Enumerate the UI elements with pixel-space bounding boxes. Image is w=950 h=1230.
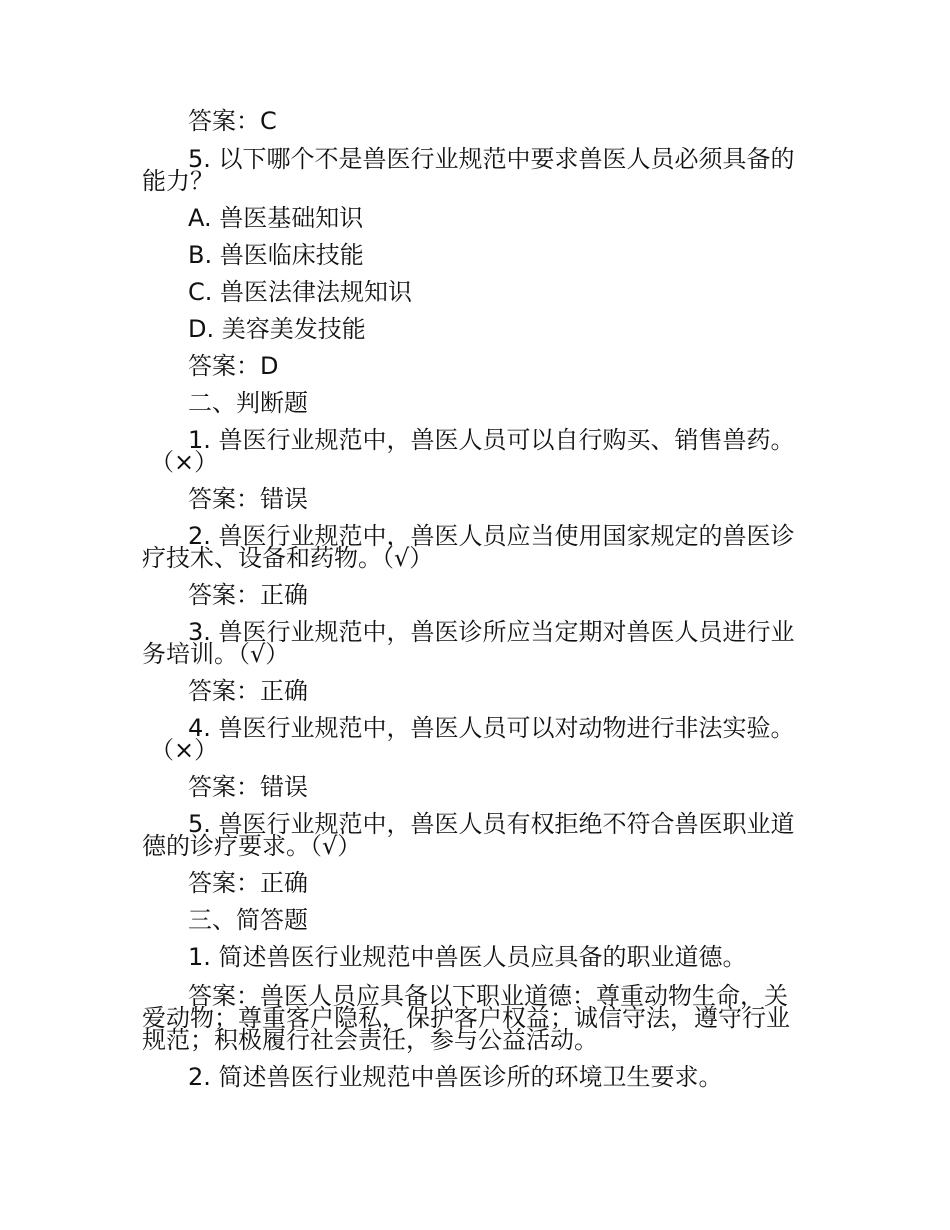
section-heading-short-answer: 三、简答题 (188, 906, 308, 934)
option-b: B. 兽医临床技能 (188, 241, 364, 269)
judgment-5-line-1: 5. 兽医行业规范中，兽医人员有权拒绝不符合兽医职业道 (188, 810, 795, 838)
judgment-2-line-1: 2. 兽医行业规范中，兽医人员应当使用国家规定的兽医诊 (188, 522, 795, 550)
answer-line: 答案：C (188, 107, 277, 135)
answer-line: 答案：D (188, 352, 279, 380)
answer-line: 答案：错误 (188, 485, 308, 513)
option-c: C. 兽医法律法规知识 (188, 278, 413, 306)
option-a: A. 兽医基础知识 (188, 204, 364, 232)
judgment-3-line-2: 务培训。（√） (142, 640, 290, 668)
judgment-1-line-2: （×） (150, 448, 219, 476)
answer-line: 答案：正确 (188, 677, 308, 705)
short-answer-1-answer-line-1: 答案：兽医人员应具备以下职业道德：尊重动物生命，关 (188, 982, 788, 1010)
judgment-2-line-2: 疗技术、设备和药物。（√） (142, 544, 434, 572)
question-5-line-2: 能力？ (142, 167, 214, 195)
answer-line: 答案：正确 (188, 869, 308, 897)
judgment-1-line-1: 1. 兽医行业规范中，兽医人员可以自行购买、销售兽药。 (188, 426, 795, 454)
judgment-4-line-1: 4. 兽医行业规范中，兽医人员可以对动物进行非法实验。 (188, 714, 795, 742)
short-answer-1-answer-line-3: 规范；积极履行社会责任，参与公益活动。 (142, 1026, 598, 1054)
short-answer-1-answer-line-2: 爱动物；尊重客户隐私，保护客户权益；诚信守法，遵守行业 (142, 1004, 790, 1032)
judgment-4-line-2: （×） (150, 736, 219, 764)
question-5-line-1: 5. 以下哪个不是兽医行业规范中要求兽医人员必须具备的 (188, 145, 795, 173)
option-d: D. 美容美发技能 (188, 315, 366, 343)
answer-line: 答案：正确 (188, 581, 308, 609)
judgment-3-line-1: 3. 兽医行业规范中，兽医诊所应当定期对兽医人员进行业 (188, 618, 795, 646)
judgment-5-line-2: 德的诊疗要求。（√） (142, 832, 362, 860)
section-heading-judgment: 二、判断题 (188, 389, 308, 417)
short-answer-1-question: 1. 简述兽医行业规范中兽医人员应具备的职业道德。 (188, 943, 747, 971)
short-answer-2-question: 2. 简述兽医行业规范中兽医诊所的环境卫生要求。 (188, 1063, 723, 1091)
answer-line: 答案：错误 (188, 773, 308, 801)
